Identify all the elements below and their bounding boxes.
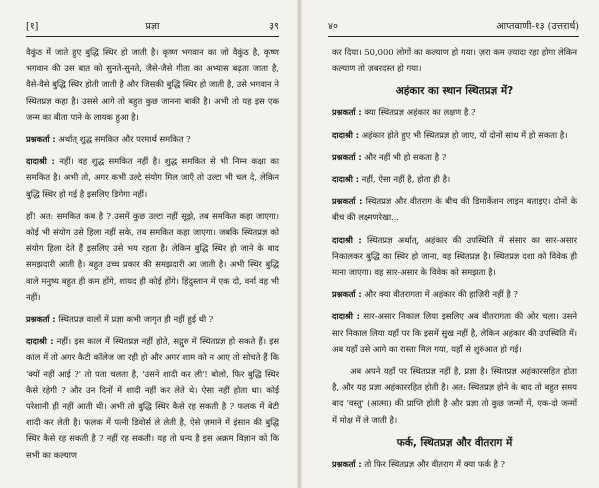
page-number: ३९ xyxy=(269,21,279,32)
paragraph-text: हाँ! अत: समकित कब है ? उसमें कुछ उल्टा नहीं सूझे, तब समकित कहा जाएगा। कोई भी संयोग उसे हिला नहीं सके, तब समकित कहा जाएगा। जबकि स्थितप्रज्ञ को संयोग हिला देते हैं इसलिए उसे भय रहता है। लेकिन बुद्धि स्थिर हो जाने के बाद समझदारी आती है। बहुत उच्च प्रकार की समझदारी आ जाती है। अभी स्थिर बुद्धि वाले मनुष्य बहुत ही कम होंगे, शायद ही कोई होंगे। हिंदुस्तान में एक दो, वर्ना वह भी नहीं। xyxy=(26,210,279,302)
paragraph-text: स्थितप्रज्ञ और वीतराग के बीच की डिमार्केशन लाइन बताइए। दोनों के बीच की लक्ष्मणरेखा... xyxy=(332,196,578,223)
dialogue-paragraph xyxy=(332,456,577,472)
speaker-label: दादाश्री : xyxy=(332,129,359,140)
left-page xyxy=(0,0,297,488)
body-paragraph xyxy=(332,44,577,76)
right-page xyxy=(302,0,599,488)
dialogue-paragraph xyxy=(332,171,577,187)
paragraph-text: स्थितप्रज्ञ वालों में प्रज्ञा कभी जागृत ही नहीं हुई थी ? xyxy=(58,314,214,325)
dialogue-paragraph xyxy=(332,286,577,302)
speaker-label: दादाश्री : xyxy=(26,156,55,167)
body-paragraph xyxy=(332,363,577,428)
page-number: ४० xyxy=(328,21,338,32)
right-page-header xyxy=(328,20,579,37)
chapter-title: प्रज्ञा xyxy=(145,21,160,32)
dialogue-paragraph xyxy=(26,333,279,463)
paragraph-text: अर्थात् शुद्ध समकित और परमार्थ समकित ? xyxy=(58,134,191,145)
dialogue-paragraph xyxy=(26,153,279,202)
speaker-label: प्रश्नकर्ता : xyxy=(332,107,362,118)
dialogue-paragraph xyxy=(26,131,279,147)
paragraph-text: नहीं। इस काल में स्थितप्रज्ञ नहीं होते, सद्गुरु में स्थितप्रज्ञ हो सकते हैं। इस काल में तो अगर कैटी कॉलेज जा रही हो और अगर शाम को न आए तो सोचते हैं कि 'क्यों नहीं आई ?' तो पता चलता है, 'उसने शादी कर ली'! बोलो, फिर बुद्धि स्थिर कैसे रहेगी ? और उन दिनों में शादी नहीं कर लेते थे। ऐसा नहीं होता था। कोई परेशानी ही नहीं आती थी। अभी तो बुद्धि स्थिर कैसे रह सकती है ? फलक में बेटी शादी कर लेती है। फलक में पत्नी डिवोर्स ले लेती है, ऐसे ज़माने में इंसान की बुद्धि स्थिर कैसे रह सकती है ? नहीं रह सकती। यह तो धन्य है इस अक्रम विज्ञान को कि सभी का कल्याण xyxy=(26,336,279,460)
dialogue-paragraph xyxy=(26,311,279,327)
speaker-label: प्रश्नकर्ता : xyxy=(332,196,363,207)
speaker-label: दादाश्री : xyxy=(332,311,360,322)
dialogue-paragraph xyxy=(332,232,577,281)
paragraph-text: नहीं, ऐसा नहीं है, होता ही है। xyxy=(361,174,451,185)
chapter-number: [१] xyxy=(26,21,39,32)
dialogue-paragraph xyxy=(332,149,577,165)
paragraph-text: और क्या वीतरागता में अहंकार की हाज़िरी नहीं है ? xyxy=(364,289,518,300)
paragraph-text: नहीं। वह शुद्ध समकित नहीं है। शुद्ध समकित से भी निम्न कक्षा का समकित है। अभी तो, अगर कभी उल्टे संयोग मिल जाएँ तो उल्टा भी चल दे, लेकिन बुद्धि स्थिर हो गई है इसलिए डिगेगा नहीं। xyxy=(26,156,280,199)
paragraph-text: अहंकार होते हुए भी स्थितप्रज्ञ हो जाए, यों दोनों साथ में हो सकता है। xyxy=(361,129,568,140)
dialogue-paragraph xyxy=(332,127,577,143)
dialogue-paragraph xyxy=(332,104,577,120)
paragraph-text: वैकुंठ में जाते हुए बुद्धि स्थिर हो जाती है। कृष्ण भगवान का जो वैकुंठ है, कृष्ण भगवान की उस बात को सुनते-सुनते, जैसे-जैसे गीता का अभ्यास बढ़ता जाता है, वैसे-वैसे बुद्धि स्थिर होती जाती है और जिसकी बुद्धि स्थिर हो जाती है, उसे भगवान ने स्थितप्रज्ञ कहा है। उससे आगे तो बहुत कुछ जानना बाकी है। अभी तो यह इस एक जन्म का बीता पाने के लायक हुआ है। xyxy=(26,47,279,122)
paragraph-text: क्या स्थितप्रज्ञ अहंकार का लक्षण है ? xyxy=(364,107,476,118)
speaker-label: प्रश्नकर्ता : xyxy=(332,289,362,300)
left-page-body xyxy=(26,44,279,488)
paragraph-text: अब अपने यहाँ पर स्थितप्रज्ञ नहीं है, प्रज्ञा है। स्थितप्रज्ञ अहंकारसहित होता है, और यह प्रज्ञा अहंकाररहित होती है। अत: स्थितप्रज्ञ होने के बाद तो बहुत समय बाद 'वस्तु' (आत्मा) की प्राप्ति होती है और प्रज्ञा तो कुछ जन्मों में, एक-दो जन्मों में मोक्ष में ले जाती है। xyxy=(332,366,577,425)
paragraph-text: तो फिर स्थितप्रज्ञ और वीतराग में क्या फर्क है ? xyxy=(364,458,506,469)
speaker-label: प्रश्नकर्ता : xyxy=(332,458,362,469)
speaker-label: प्रश्नकर्ता : xyxy=(26,314,56,325)
dialogue-paragraph xyxy=(332,308,577,357)
body-paragraph xyxy=(26,208,279,305)
speaker-label: दादाश्री : xyxy=(332,174,359,185)
paragraph-text: और नहीं भी हो सकता है ? xyxy=(364,151,447,162)
paragraph-text: कर दिया। 50,000 लोगों का कल्याण हो गया। ज़रा कम ज़्यादा रहा होगा लेकिन कल्याण तो ज़बरदस्त हो गया। xyxy=(332,47,577,74)
dialogue-paragraph xyxy=(332,193,577,225)
left-page-header xyxy=(26,20,279,37)
speaker-label: प्रश्नकर्ता : xyxy=(332,151,362,162)
body-paragraph xyxy=(26,44,279,125)
section-heading: फर्क, स्थितप्रज्ञ और वीतराग में xyxy=(396,436,513,449)
book-title: आप्तवाणी-१३ (उत्तरार्ध) xyxy=(496,21,579,32)
paragraph-text: सार-असार निकाल लिया इसलिए अब वीतरागता की ओर चला। उसने सार निकाल लिया यहाँ पर कि इसमें सुख नहीं है, लेकिन अहंकार की उपस्थिति में। अब यहाँ उसे आगे का रास्ता मिल गया, यहाँ से शुरुआत हो गई। xyxy=(332,311,577,354)
right-page-body xyxy=(332,44,577,488)
speaker-label: दादाश्री : xyxy=(26,336,54,347)
speaker-label: दादाश्री : xyxy=(332,234,362,245)
speaker-label: प्रश्नकर्ता : xyxy=(26,134,56,145)
paragraph-text: स्थितप्रज्ञ अर्थात्, अहंकार की उपस्थिति में संसार का सार-असार निकालकर बुद्धि का स्थिर हो जाना, वह स्थितप्रज्ञ है। स्थितप्रज्ञ दशा को विवेक ही माना जाएगा। वह सार-असार के विवेक को समझता है। xyxy=(332,234,578,278)
section-heading: अहंकार का स्थान स्थितप्रज्ञ में? xyxy=(395,85,514,98)
